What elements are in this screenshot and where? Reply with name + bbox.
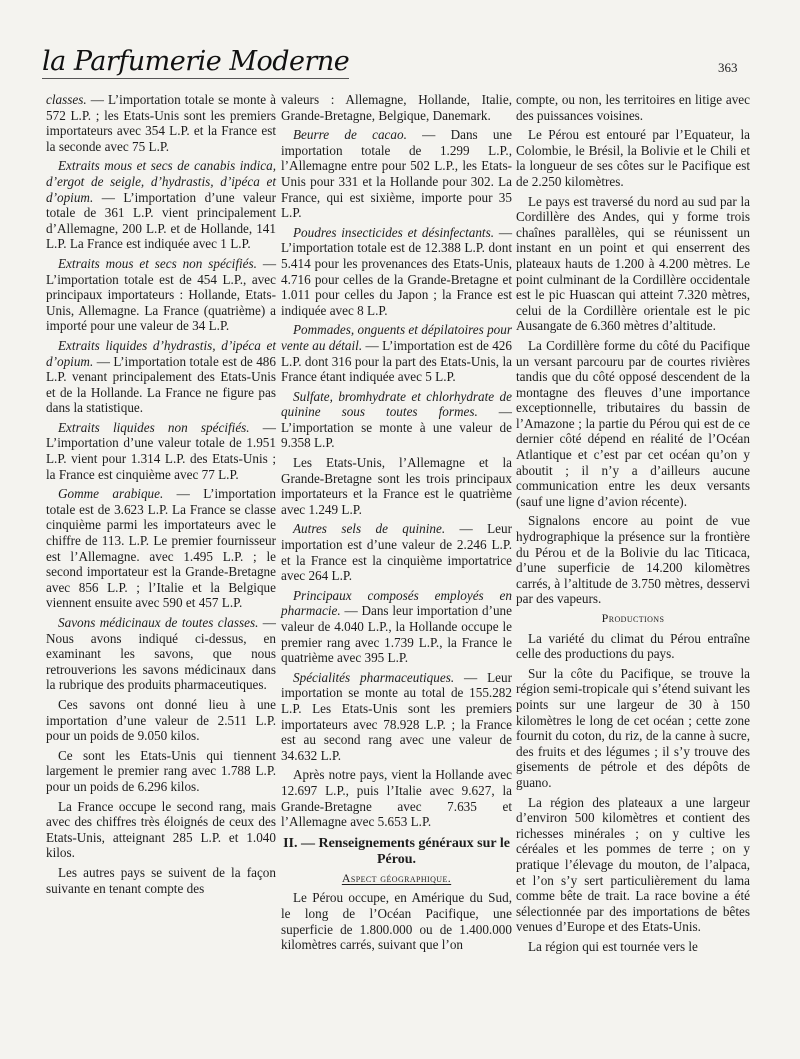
paragraph: [516, 666, 750, 791]
paragraph: [516, 194, 750, 334]
paragraph-lead: Sulfate, bromhydrate et chlorhydrate de quinine sous toutes formes.: [281, 388, 512, 420]
paragraph-body: La région qui est tournée vers le: [528, 938, 698, 954]
paragraph-body: Les Etats-Unis, l’Allemagne et la Grande-Bretagne sont les trois principaux importateurs et la France est le quatrième avec 1.249 L.P.: [281, 455, 512, 517]
paragraph-body: — L’importation d’une valeur totale de 1.951 L.P. vient pour 1.314 L.P. des Etats-Unis ; la France est cinquième avec 77 L.P.: [46, 419, 276, 482]
paragraph-body: — L’importation totale est de 454 L.P., avec principaux importateurs : Hollande, Etats-Unis, Allemagne. La France (quatrième) a importé pour une valeur de 34 L.P.: [46, 255, 277, 334]
paragraph-body: — Leur importation est d’une valeur de 2.246 L.P. et la France est la cinquième importatrice avec 264 L.P.: [281, 521, 512, 584]
paragraph-body: — L’importation totale est de 486 L.P. venant principalement des Etats-Unis et de la Hollande. La France ne figure pas dans la statistique.: [46, 353, 276, 416]
section-subheading: Productions: [601, 611, 665, 625]
paragraph-body: Sur la côte du Pacifique, se trouve la région semi-tropicale qui s’étend suivant les points sur une largeur de 30 à 150 kilomètres le long de cet océan ; cette zone fournit du coton, du riz, de la canne à sucre, des fruits et des légumes ; il s’y trouve des gisements de pétrole et des dépôts de guano.: [516, 665, 750, 790]
paragraph-lead: Savons médicinaux de toutes classes.: [58, 615, 259, 630]
paragraph: [516, 795, 750, 935]
paragraph: [281, 588, 512, 666]
paragraph: [516, 631, 750, 662]
paragraph-body: — L’importation d’une valeur totale de 361 L.P. vient principalement d’Allemagne, 200 L.P. et de Hollande, 141 L.P. La France est indiquée avec 1 L.P.: [46, 189, 276, 252]
paragraph: [46, 338, 276, 416]
paragraph-body: Le pays est traversé du nord au sud par la Cordillère des Andes, qui y forme trois chaînes parallèles, qui se réunissent un instant en un point et qui enserrent des plateaux hauts de 1.200 à 4.200 mètres. Le point culminant de la Cordillère occidentale est le pic Huascan qui atteint 7.320 mètres, celui de la Cordillère orientale est le pic Ausangate de 6.360 mètres d’altitude.: [516, 193, 750, 334]
paragraph-lead: Autres sels de quinine.: [293, 521, 446, 537]
paragraph: [46, 92, 276, 154]
paragraph-body: Les autres pays se suivent de la façon suivante en tenant compte des: [46, 864, 276, 896]
paragraph-lead: Gomme arabique.: [58, 486, 164, 502]
paragraph-lead: Spécialités pharmaceutiques.: [293, 669, 455, 685]
paragraph: [46, 799, 276, 861]
paragraph-body: valeurs : Allemagne, Hollande, Italie, Grande-Bretagne, Belgique, Danemark.: [281, 92, 512, 123]
paragraph-body: compte, ou non, les territoires en litige avec des puissances voisines.: [516, 92, 750, 123]
paragraph-lead: classes.: [46, 92, 87, 107]
paragraph-body: — Leur importation se monte au total de 155.282 L.P. Les Etats-Unis sont les premiers importateurs avec 78.928 L.P. ; la France est au second rang avec une valeur de 34.632 L.P.: [281, 669, 512, 763]
paragraph-body: — L’importation totale est de 12.388 L.P. dont 5.414 pour les provenances des Etats-Unis, 4.716 pour celles de la Grande-Bretagne et 1.011 pour celles du Japon ; la France est indiquée avec 8 L.P.: [281, 224, 513, 318]
paragraph-lead: Poudres insecticides et désinfectants.: [293, 224, 495, 240]
paragraph: [281, 455, 512, 517]
paragraph: [46, 486, 276, 611]
paragraph-lead: Extraits liquides non spécifiés.: [58, 419, 250, 435]
paragraph: [516, 338, 750, 510]
paragraph: [281, 127, 512, 221]
paragraph: [46, 865, 276, 896]
paragraph-body: — L’importation est de 426 L.P. dont 316 pour la part des Etats-Unis, la France étant indiquée avec 5 L.P.: [281, 337, 512, 385]
paragraph-body: — Nous avons indiqué ci-dessus, en examinant les savons, que nous retrouverions les savons médicinaux dans la rubrique des produits pharmaceutiques.: [46, 615, 276, 693]
paragraph: [46, 615, 276, 693]
paragraph-body: La Cordillère forme du côté du Pacifique un versant parcouru par de courtes rivières tandis que du côté opposé descendent de la montagne des fleuves d’une importance exceptionnelle, tributaires du bassin de l’Amazone ; la partie du Pérou qui est de ce dernier côté dépend en réalité de l’Océan Atlantique et c’est par cet océan qu’on y aboutit ; il n’y a d’ailleurs aucune communication entre les deux versants (sauf une ligne d’avion récente).: [516, 337, 750, 509]
paragraph-body: — Dans leur importation d’une valeur de 4.040 L.P., la Hollande occupe le premier rang avec 1.739 L.P., la France le quatrième avec 395 L.P.: [281, 603, 512, 666]
paragraph: [516, 127, 750, 189]
paragraph: [281, 521, 512, 583]
paragraph-body: Signalons encore au point de vue hydrographique la présence sur la frontière du Pérou et de la Bolivie du lac Titicaca, d’une superficie de 14.200 kilomètres carrés, à l’altitude de 3.750 mètres, desservi par des vapeurs.: [516, 513, 750, 607]
paragraph-body: Ces savons ont donné lieu à une importation d’une valeur de 2.511 L.P. pour un poids de 9.050 kilos.: [46, 696, 276, 744]
paragraph: [281, 890, 512, 952]
text-column-2: [281, 92, 512, 957]
paragraph-lead: Extraits liquides d’hydrastis, d’ipéca et d’opium.: [46, 337, 276, 369]
paragraph: [281, 225, 512, 319]
paragraph-body: Ce sont les Etats-Unis qui tiennent largement le premier rang avec 1.788 L.P. pour un poids de 6.296 kilos.: [46, 747, 276, 794]
page-number: 363: [718, 60, 738, 75]
paragraph: [281, 670, 512, 764]
paragraph: [281, 92, 512, 123]
paragraph-body: Après notre pays, vient la Hollande avec 12.697 L.P., puis l’Italie avec 9.627, la Grande-Bretagne avec 7.635 et l’Allemagne avec 5.653 L.P.: [281, 767, 512, 830]
paragraph: [46, 256, 276, 334]
paragraph: [516, 513, 750, 607]
paragraph-lead: Extraits mous et secs de canabis indica, d’ergot de seigle, d’hydrastis, d’ipéca et d’opium.: [46, 158, 276, 205]
paragraph-lead: Beurre de cacao.: [293, 127, 407, 143]
paragraph-body: La France occupe le second rang, mais avec des chiffres très éloignés de ceux des Etats-Unis, atteignant 285 L.P. et 1.040 kilos.: [46, 798, 276, 861]
text-column-1: [46, 92, 276, 900]
paragraph: [46, 697, 276, 744]
paragraph-lead: Principaux composés employés en pharmacie.: [281, 587, 512, 619]
text-column-3: [516, 92, 750, 958]
paragraph-body: Le Pérou occupe, en Amérique du Sud, le long de l’Océan Pacifique, une superficie de 1.800.000 ou de 1.400.000 kilomètres carrés, suivant que l’on: [281, 890, 512, 953]
paragraph-lead: Extraits mous et secs non spécifiés.: [58, 255, 257, 271]
paragraph-body: — L’importation se monte à une valeur de 9.358 L.P.: [281, 404, 512, 451]
paragraph: [281, 389, 512, 451]
paragraph-body: La variété du climat du Pérou entraîne celle des productions du pays.: [516, 630, 750, 662]
paragraph: [281, 322, 512, 384]
paragraph-body: La région des plateaux a une largeur d’environ 500 kilomètres et contient des richesses minérales ; on y cultive les céréales et les pommes de terre ; on y pratique l’élevage du mouton, de l’alpaca, et l’on s’y sert particulièrement du lama comme bête de trait. La race bovine a été sélectionnée par des importations de bêtes venues d’Europe et des Etats-Unis.: [516, 794, 750, 935]
paragraph: [46, 748, 276, 795]
paragraph-body: Le Pérou est entouré par l’Equateur, la Colombie, le Brésil, la Bolivie et le Chili et la longueur de ses côtes sur le Pacifique est de 2.250 kilomètres.: [516, 127, 750, 189]
paragraph: [46, 158, 276, 252]
paragraph-body: — L’importation totale est de 3.623 L.P. La France se classe cinquième parmi les importateurs avec le chiffre de 113. L.P. Le premier fournisseur est l’Allemagne. avec 1.495 L.P. ; le second importateur est la Grande-Bretagne avec 856 L.P. ; l’Italie et la Belgique viennent ensuite avec 590 et 457 L.P.: [46, 486, 276, 611]
masthead-title: la Parfumerie Moderne: [42, 46, 350, 77]
paragraph: [46, 420, 276, 482]
paragraph-body: — Dans une importation totale de 1.299 L.P., l’Allemagne entre pour 502 L.P., les Etats-Unis pour 331 et la Hollande pour 302. La France, qui est sixième, importe pour 35 L.P.: [281, 127, 512, 221]
section-subheading: Aspect géographique.: [341, 870, 452, 885]
section-heading: II. — Renseignements généraux sur le Pérou.: [283, 835, 510, 867]
paragraph: [281, 767, 512, 829]
paragraph: [516, 939, 750, 955]
paragraph-lead: Pommades, onguents et dépilatoires pour vente au détail.: [281, 322, 512, 353]
paragraph-body: — L’importation totale se monte à 572 L.P. ; les Etats-Unis sont les premiers importateurs avec 354 L.P. et la France est la seconde avec 75 L.P.: [46, 92, 276, 154]
paragraph: [516, 92, 750, 123]
